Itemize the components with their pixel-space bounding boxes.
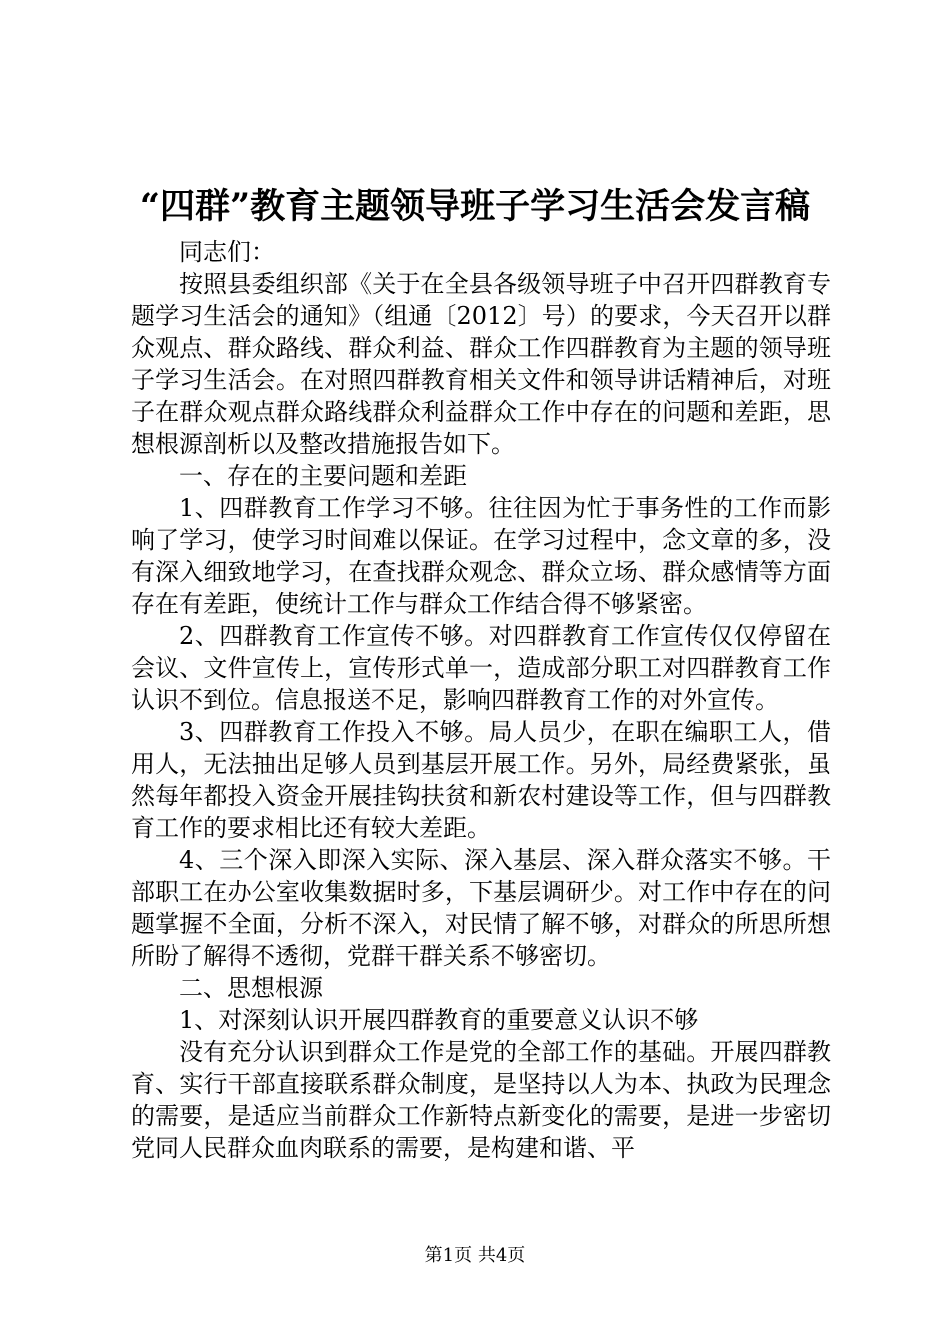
problem-item-1: 1、四群教育工作学习不够。往往因为忙于事务性的工作而影响了学习，使学习时间难以保证。在学习过程中，念文章的多，没有深入细致地学习，在查找群众观念、群众立场、群众感情等方面存在有差距，使统计工作与群众工作结合得不够紧密。 [131,494,831,618]
problem-item-4: 4、三个深入即深入实际、深入基层、深入群众落实不够。干部职工在办公室收集数据时多，下基层调研少。对工作中存在的问题掌握不全面，分析不深入，对民情了解不够，对群众的所思所想所盼了解得不透彻，党群干群关系不够密切。 [131,846,831,970]
root-paragraph-1: 没有充分认识到群众工作是党的全部工作的基础。开展四群教育、实行干部直接联系群众制度，是坚持以人为本、执政为民理念的需要，是适应当前群众工作新特点新变化的需要，是进一步密切党同人民群众血肉联系的需要，是构建和谐、平 [131,1038,831,1162]
page-footer: 第1页 共4页 [424,1245,526,1266]
problem-item-3: 3、四群教育工作投入不够。局人员少，在职在编职工人，借用人，无法抽出足够人员到基层开展工作。另外，局经费紧张，虽然每年都投入资金开展挂钩扶贫和新农村建设等工作，但与四群教育工作的要求相比还有较大差距。 [131,718,831,842]
subheading-root-1: 1、对深刻认识开展四群教育的重要意义认识不够 [179,1006,699,1034]
section-heading-roots: 二、思想根源 [179,974,323,1002]
problem-item-2: 2、四群教育工作宣传不够。对四群教育工作宣传仅仅停留在会议、文件宣传上，宣传形式单一，造成部分职工对四群教育工作认识不到位。信息报送不足，影响四群教育工作的对外宣传。 [131,622,831,714]
document-title: “四群”教育主题领导班子学习生活会发言稿 [139,186,811,227]
salutation: 同志们： [179,238,275,266]
intro-paragraph: 按照县委组织部《关于在全县各级领导班子中召开四群教育专题学习生活会的通知》（组通〔2012〕号）的要求，今天召开以群众观点、群众路线、群众利益、群众工作四群教育为主题的领导班子学习生活会。在对照四群教育相关文件和领导讲话精神后，对班子在群众观点群众路线群众利益群众工作中存在的问题和差距，思想根源剖析以及整改措施报告如下。 [131,270,831,458]
section-heading-problems: 一、存在的主要问题和差距 [179,462,467,490]
document-body [131,236,831,1164]
